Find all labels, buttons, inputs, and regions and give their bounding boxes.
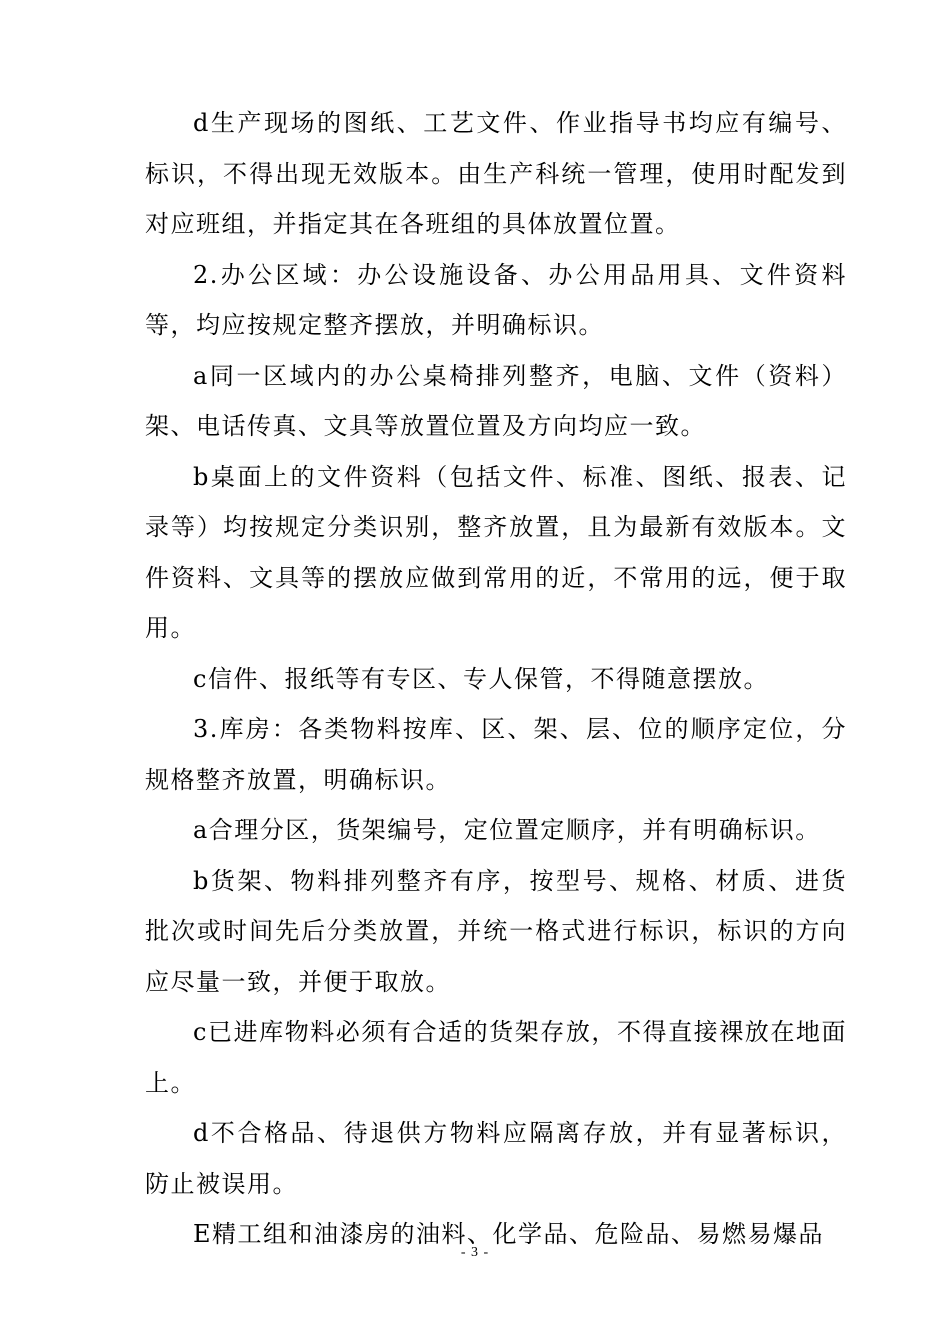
paragraph-desk-documents: b桌面上的文件资料（包括文件、标准、图纸、报表、记录等）均按规定分类识别，整齐放置，且为最新有效版本。文件资料、文具等的摆放应做到常用的近，不常用的远，便于取用。 — [145, 462, 847, 642]
paragraph-nonconforming-items: d不合格品、待退供方物料应隔离存放，并有显著标识，防止被误用。 — [145, 1119, 847, 1198]
paragraph-warehouse-zoning: a合理分区，货架编号，定位置定顺序，并有明确标识。 — [193, 816, 821, 844]
paragraph-office-desks: a同一区域内的办公桌椅排列整齐，电脑、文件（资料）架、电话传真、文具等放置位置及方向均应一致。 — [145, 361, 847, 440]
paragraph-stored-materials: c已进库物料必须有合适的货架存放，不得直接裸放在地面上。 — [145, 1018, 847, 1097]
paragraph-drawings-management: d生产现场的图纸、工艺文件、作业指导书均应有编号、标识，不得出现无效版本。由生产科统一管理，使用时配发到对应班组，并指定其在各班组的具体放置位置。 — [145, 109, 847, 238]
paragraph-shelf-arrangement: b货架、物料排列整齐有序，按型号、规格、材质、进货批次或时间先后分类放置，并统一格式进行标识，标识的方向应尽量一致，并便于取放。 — [145, 866, 847, 996]
paragraph-office-area: 2.办公区域：办公设施设备、办公用品用具、文件资料等，均应按规定整齐摆放，并明确标识。 — [145, 260, 847, 339]
document-body — [145, 98, 847, 1260]
paragraph-letters-newspapers: c信件、报纸等有专区、专人保管，不得随意摆放。 — [193, 664, 769, 693]
page-number: - 3 - — [460, 1245, 490, 1260]
paragraph-hazardous-materials: E精工组和油漆房的油料、化学品、危险品、易燃易爆品 — [193, 1220, 825, 1248]
paragraph-warehouse: 3.库房：各类物料按库、区、架、层、位的顺序定位，分规格整齐放置，明确标识。 — [145, 715, 847, 794]
